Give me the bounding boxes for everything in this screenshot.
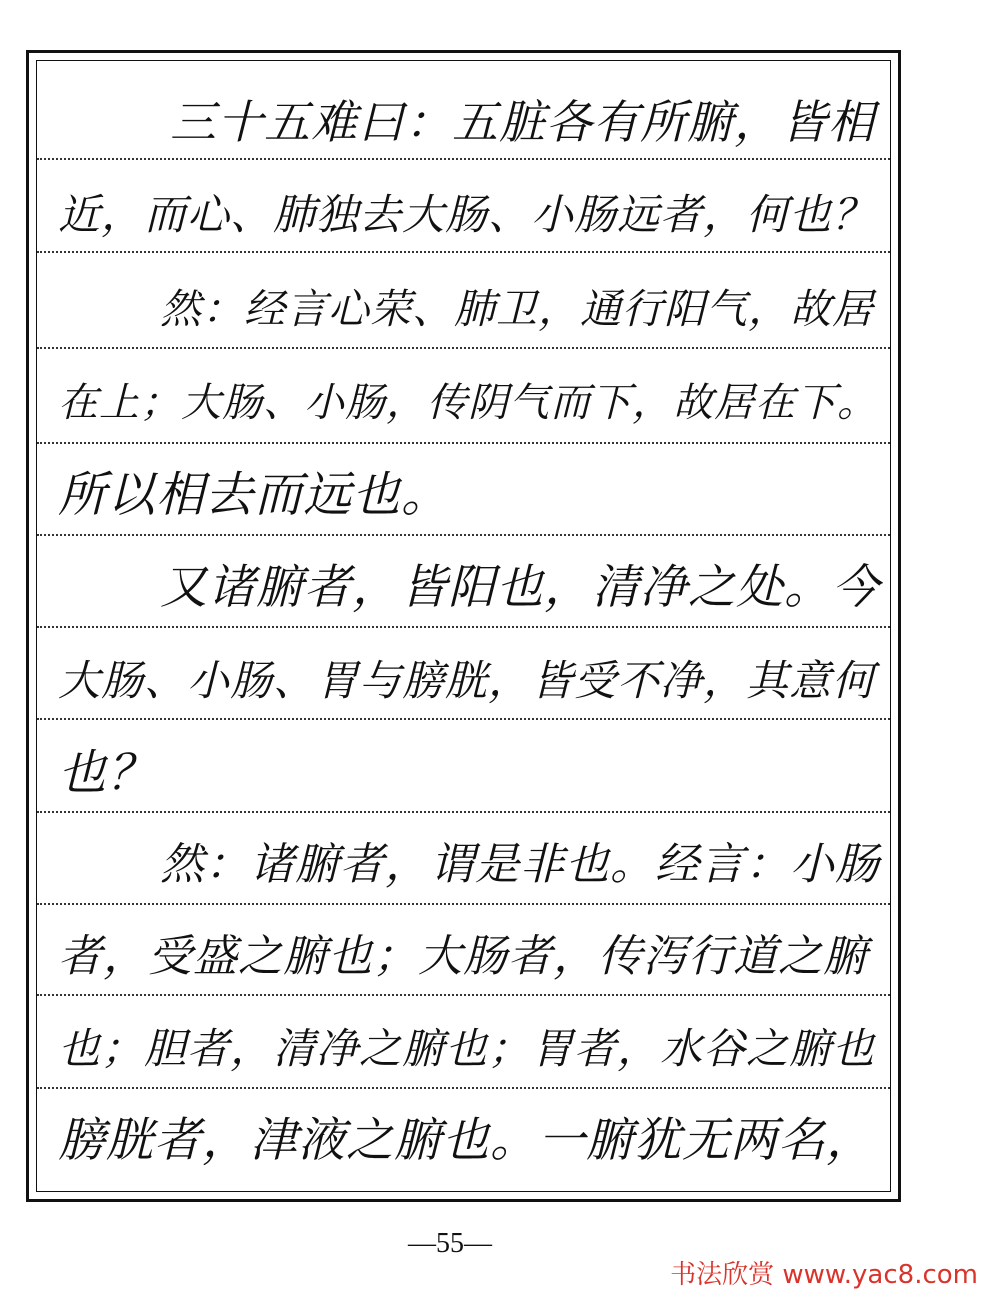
text-line: 三十五难曰：五脏各有所腑，皆相 xyxy=(170,95,875,149)
text-line: 膀胱者，津液之腑也。一腑犹无两名， xyxy=(58,1113,874,1168)
text-line: 然：诸腑者，谓是非也。经言：小肠 xyxy=(160,839,880,890)
ruled-line xyxy=(37,158,890,160)
ruled-line xyxy=(37,903,890,905)
text-line: 然：经言心荣、肺卫，通行阳气，故居 xyxy=(160,285,874,333)
text-line: 又诸腑者，皆阳也，清净之处。今 xyxy=(160,560,880,615)
ruled-line xyxy=(37,994,890,996)
page-number: —55— xyxy=(408,1228,492,1259)
ruled-line xyxy=(37,626,890,628)
text-line: 者，受盛之腑也；大肠者，传泻行道之腑 xyxy=(58,931,868,982)
ruled-line xyxy=(37,347,890,349)
ruled-line xyxy=(37,718,890,720)
text-line: 也；胆者，清净之腑也；胃者，水谷之腑也 xyxy=(58,1024,876,1073)
watermark: 书法欣赏 www.yac8.com xyxy=(670,1260,978,1290)
text-line: 近，而心、肺独去大肠、小肠远者，何也？ xyxy=(58,190,876,239)
text-line: 在上；大肠、小肠，传阴气而下，故居在下。 xyxy=(58,380,878,426)
ruled-line xyxy=(37,442,890,444)
text-line: 也？ xyxy=(58,745,157,801)
ruled-line xyxy=(37,534,890,536)
ruled-line xyxy=(37,1087,890,1089)
ruled-line xyxy=(37,811,890,813)
text-line: 所以相去而远也。 xyxy=(58,467,451,523)
text-line: 大肠、小肠、胃与膀胱，皆受不净，其意何 xyxy=(58,656,876,705)
ruled-line xyxy=(37,251,890,253)
